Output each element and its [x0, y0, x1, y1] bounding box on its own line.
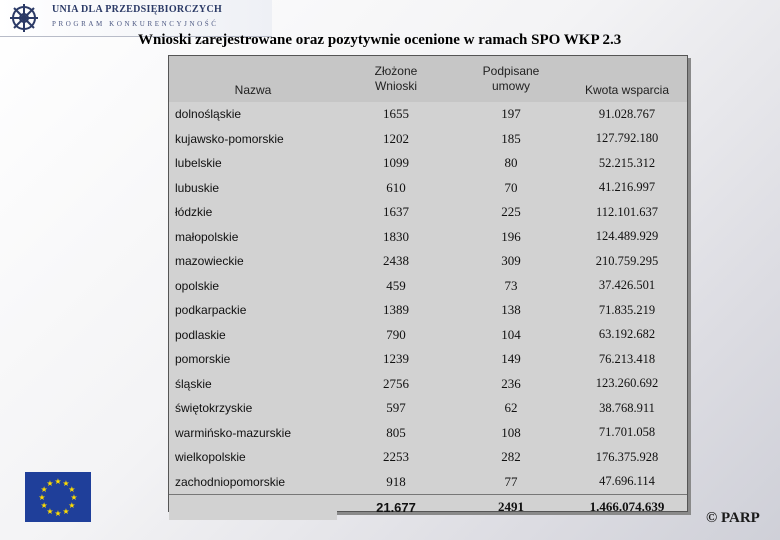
support-value: 76.213.418	[598, 351, 656, 366]
region-name: dolnośląskie	[175, 107, 242, 122]
support-value: 37.426.501	[598, 278, 656, 293]
table-row	[169, 102, 687, 127]
flag-star: ★	[70, 493, 78, 502]
header-signed	[455, 56, 567, 102]
flag-star: ★	[54, 477, 62, 486]
signed-value: 309	[501, 253, 521, 269]
totals-row	[169, 495, 687, 520]
table-row	[169, 274, 687, 299]
flag-star: ★	[62, 506, 70, 516]
support-value: 63.192.682	[598, 327, 656, 342]
support-value: 71.835.219	[598, 302, 656, 317]
filed-value: 1239	[383, 351, 409, 367]
eu-flag-icon	[25, 472, 91, 522]
table-row	[169, 323, 687, 348]
filed-value: 1099	[383, 155, 409, 171]
filed-value: 805	[386, 424, 406, 440]
region-name: lubuskie	[175, 180, 220, 195]
table-row	[169, 421, 687, 446]
table-row	[169, 298, 687, 323]
total-support: 1.466.074.639	[567, 495, 687, 520]
filed-value: 459	[386, 277, 406, 293]
region-name: wielkopolskie	[175, 450, 246, 465]
region-name: zachodniopomorskie	[175, 474, 286, 489]
flag-star: ★	[46, 506, 54, 516]
total-signed: 2491	[455, 495, 567, 520]
signed-value: 185	[501, 130, 521, 146]
total-filed: 21.677	[337, 495, 455, 520]
region-name: łódzkie	[175, 205, 213, 220]
support-value: 41.216.997	[598, 180, 656, 195]
signed-value: 197	[501, 106, 521, 122]
region-name: warmińsko-mazurskie	[175, 425, 292, 440]
table-row	[169, 470, 687, 495]
region-name: podlaskie	[175, 327, 226, 342]
table-row	[169, 249, 687, 274]
support-value: 124.489.929	[595, 229, 659, 244]
table-row	[169, 225, 687, 250]
support-value: 112.101.637	[595, 204, 659, 219]
table-row	[169, 176, 687, 201]
region-name: śląskie	[175, 376, 212, 391]
flag-star: ★	[68, 501, 76, 510]
signed-value: 149	[501, 351, 521, 367]
filed-value: 610	[386, 179, 406, 195]
signed-value: 62	[504, 400, 518, 416]
signed-value: 282	[501, 449, 521, 465]
support-value: 210.759.295	[595, 253, 659, 268]
region-name: lubelskie	[175, 156, 222, 171]
filed-value: 1637	[383, 204, 409, 220]
copyright: © PARP	[706, 510, 760, 526]
flag-star: ★	[46, 479, 54, 489]
table-row	[169, 151, 687, 176]
filed-value: 1389	[383, 302, 409, 318]
region-name: świętokrzyskie	[175, 401, 253, 416]
data-table	[168, 55, 688, 515]
table-row	[169, 127, 687, 152]
support-value: 47.696.114	[599, 474, 655, 489]
support-value: 71.701.058	[598, 425, 656, 440]
header-filed-line1: Złożone	[374, 64, 418, 78]
region-name: mazowieckie	[175, 254, 244, 269]
region-name: opolskie	[175, 278, 220, 293]
signed-value: 80	[504, 155, 518, 171]
header-signed-line1: Podpisane	[482, 64, 540, 78]
filed-value: 918	[386, 473, 406, 489]
header-filed-line2: Wnioski	[374, 79, 417, 93]
support-value: 123.260.692	[595, 376, 659, 391]
logo-subtitle: PROGRAM KONKURENCYJNOŚĆ	[52, 20, 219, 28]
header-filed	[337, 56, 455, 102]
signed-value: 138	[501, 302, 521, 318]
filed-value: 1655	[383, 106, 409, 122]
region-name: podkarpackie	[175, 303, 247, 318]
filed-value: 2438	[383, 253, 409, 269]
flag-star: ★	[40, 501, 48, 510]
ship-wheel-icon	[8, 2, 40, 34]
table-row	[169, 445, 687, 470]
table-row	[169, 372, 687, 397]
table-header-row	[169, 56, 687, 102]
signed-value: 108	[501, 424, 521, 440]
header-support: Kwota wsparcia	[567, 56, 687, 102]
totals-label	[169, 495, 337, 520]
table-row	[169, 396, 687, 421]
page-title: Wnioski zarejestrowane oraz pozytywnie ocenione w ramach SPO WKP 2.3	[138, 32, 622, 48]
region-name: kujawsko-pomorskie	[175, 131, 284, 146]
filed-value: 790	[386, 326, 406, 342]
signed-value: 196	[501, 228, 521, 244]
flag-star: ★	[38, 493, 46, 502]
flag-star: ★	[68, 485, 76, 494]
region-name: pomorskie	[175, 352, 231, 367]
signed-value: 73	[504, 277, 518, 293]
flag-star: ★	[40, 485, 48, 494]
table-row	[169, 347, 687, 372]
flag-star: ★	[54, 509, 62, 518]
support-value: 52.215.312	[598, 155, 656, 170]
signed-value: 77	[504, 473, 518, 489]
signed-value: 70	[504, 179, 518, 195]
header-signed-line2: umowy	[491, 79, 530, 93]
filed-value: 2253	[383, 449, 409, 465]
support-value: 176.375.928	[595, 449, 659, 464]
support-value: 38.768.911	[599, 400, 655, 415]
signed-value: 236	[501, 375, 521, 391]
support-value: 91.028.767	[598, 106, 656, 121]
support-value: 127.792.180	[595, 131, 659, 146]
filed-value: 2756	[383, 375, 409, 391]
region-name: małopolskie	[175, 229, 239, 244]
flag-star: ★	[62, 479, 70, 489]
filed-value: 597	[386, 400, 406, 416]
signed-value: 104	[501, 326, 521, 342]
filed-value: 1202	[383, 130, 409, 146]
signed-value: 225	[501, 204, 521, 220]
filed-value: 1830	[383, 228, 409, 244]
header-name: Nazwa	[169, 56, 337, 102]
logo-title: UNIA DLA PRZEDSIĘBIORCZYCH	[52, 4, 223, 15]
table-row	[169, 200, 687, 225]
